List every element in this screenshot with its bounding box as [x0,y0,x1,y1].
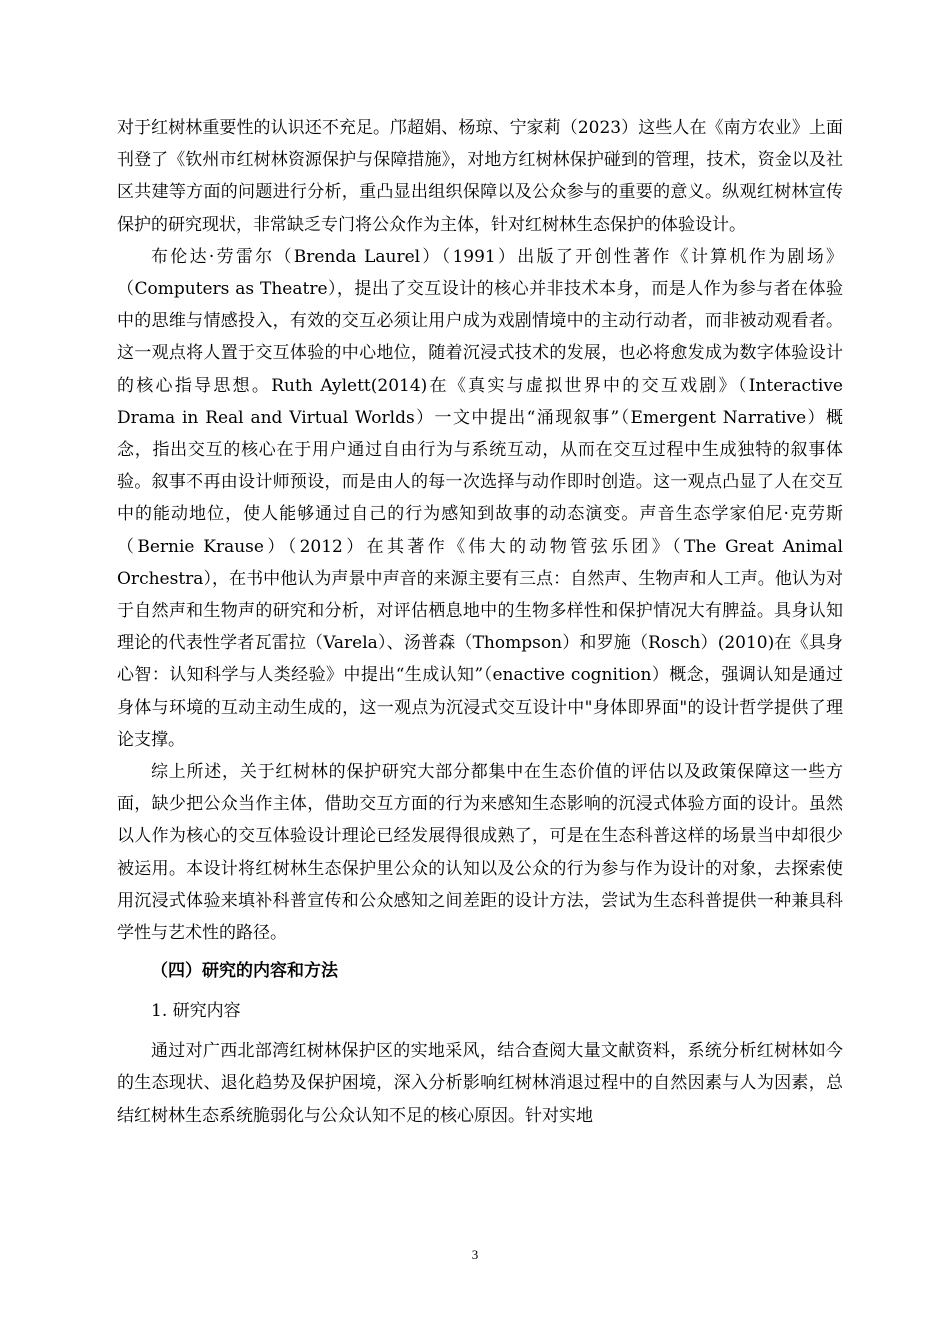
paragraph-2: 布伦达·劳雷尔（Brenda Laurel）（1991）出版了开创性著作《计算机作为剧场》（Computers as Theatre），提出了交互设计的核心并非技术本身，而是人作为参与者在体验中的思维与情感投入，有效的交互必须让用户成为戏剧情境中的主动行动者，而非被动观看者。这一观点将人置于交互体验的中心地位，随着沉浸式技术的发展，也必将愈发成为数字体验设计的核心指导思想。Ruth Aylett(2014)在《真实与虚拟世界中的交互戏剧》（Interactive Drama in Real and Virtual Worlds）一文中提出“涌现叙事”（Emergent Narrative）概念，指出交互的核心在于用户通过自由行为与系统互动，从而在交互过程中生成独特的叙事体验。叙事不再由设计师预设，而是由人的每一次选择与动作即时创造。这一观点凸显了人在交互中的能动地位，使人能够通过自己的行为感知到故事的动态演变。声音生态学家伯尼·克劳斯（Bernie Krause）（2012）在其著作《伟大的动物管弦乐团》（The Great Animal Orchestra），在书中他认为声景中声音的来源主要有三点：自然声、生物声和人工声。他认为对于自然声和生物声的研究和分析，对评估栖息地中的生物多样性和保护情况大有脾益。具身认知理论的代表性学者瓦雷拉（Varela）、汤普森（Thompson）和罗施（Rosch）(2010)在《具身心智：认知科学与人类经验》中提出“生成认知”（enactive cognition）概念，强调认知是通过身体与环境的互动主动生成的，这一观点为沉浸式交互设计中"身体即界面"的设计哲学提供了理论支撑。 [117,246,843,750]
paragraph-1: 对于红树林重要性的认识还不充足。邝超娟、杨琼、宁家莉（2023）这些人在《南方农业》上面刊登了《钦州市红树林资源保护与保障措施》，对地方红树林保护碰到的管理，技术，资金以及社区共建等方面的问题进行分析，重凸显出组织保障以及公众参与的重要的意义。纵观红树林宣传保护的研究现状，非常缺乏专门将公众作为主体，针对红树林生态保护的体验设计。 [117,118,843,235]
paragraph-3: 综上所述，关于红树林的保护研究大部分都集中在生态价值的评估以及政策保障这一些方面，缺少把公众当作主体，借助交互方面的行为来感知生态影响的沉浸式体验方面的设计。虽然以人作为核心的交互体验设计理论已经发展得很成熟了，可是在生态科普这样的场景当中却很少被运用。本设计将红树林生态保护里公众的认知以及公众的行为参与作为设计的对象，去探索使用沉浸式体验来填补科普宣传和公众感知之间差距的设计方法，尝试为生态科普提供一种兼具科学性与艺术性的路径。 [117,762,843,944]
section-heading: （四）研究的内容和方法 [151,961,338,982]
document-body [117,112,843,1132]
paragraph-4: 通过对广西北部湾红树林保护区的实地采风，结合查阅大量文献资料，系统分析红树林如今的生态现状、退化趋势及保护困境，深入分析影响红树林消退过程中的自然因素与人为因素，总结红树林生态系统脆弱化与公众认知不足的核心原因。针对实地 [117,1041,843,1126]
subsection-heading: 1. 研究内容 [151,1001,241,1022]
page-number: 3 [471,1247,479,1262]
